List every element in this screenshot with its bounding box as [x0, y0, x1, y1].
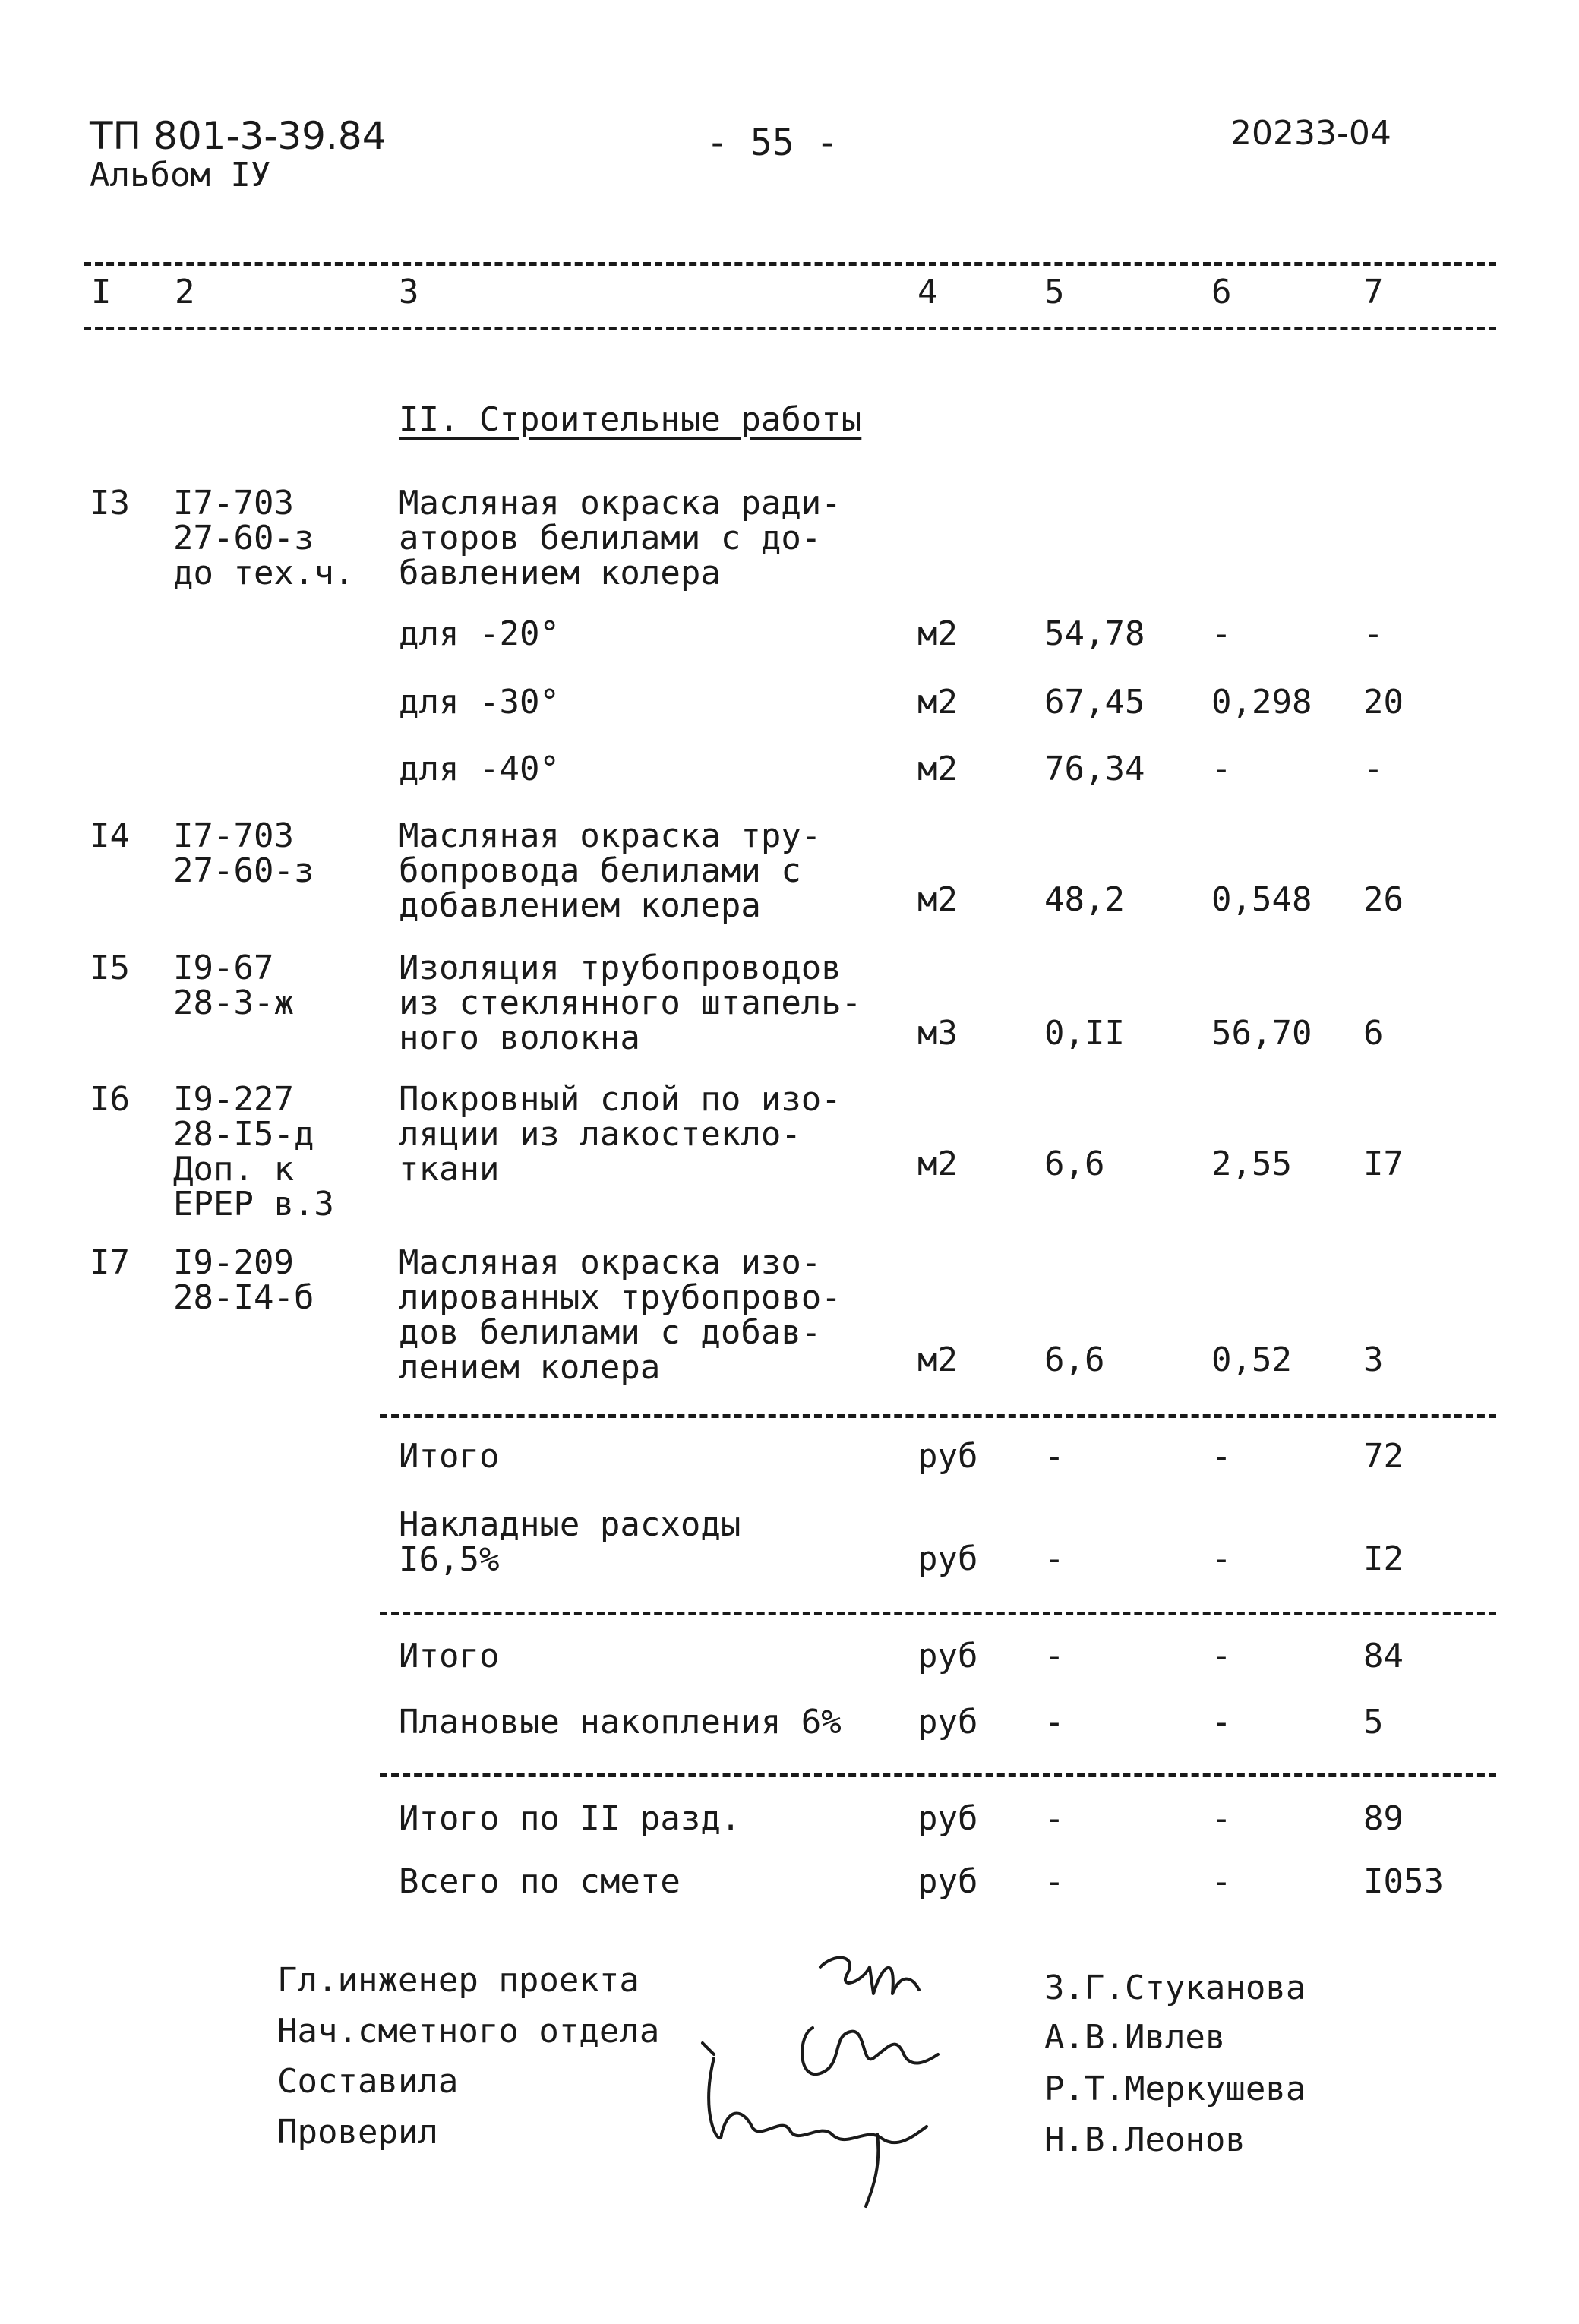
- grand-total-label: Всего по смете: [399, 1862, 681, 1901]
- row-sum: 6: [1363, 1014, 1384, 1053]
- doc-code: ТП 801-3-39.84: [90, 114, 387, 158]
- page-number: - 55 -: [706, 122, 838, 164]
- total-qty: -: [1044, 1539, 1065, 1578]
- header-rule-top: [84, 262, 1496, 266]
- total-unit: руб: [917, 1703, 978, 1741]
- row-desc: Масляная окраска ради- аторов белилами с до- бавлением колера: [399, 484, 842, 592]
- row-qty: 6,6: [1044, 1340, 1105, 1379]
- total-qty: -: [1044, 1799, 1065, 1838]
- signature-role: Гл.инженер проекта: [277, 1961, 639, 2000]
- row-code: I9-67 28-3-ж: [173, 949, 294, 1022]
- col-1: I: [91, 273, 112, 311]
- totals-rule-2: [380, 1612, 1496, 1615]
- signature-stroke: [703, 2043, 714, 2054]
- row-sum: 26: [1363, 880, 1404, 919]
- total-unit: руб: [917, 1799, 978, 1838]
- signature-role: Составила: [277, 2062, 459, 2101]
- col-4: 4: [917, 273, 938, 311]
- total-unit: руб: [917, 1539, 978, 1578]
- grand-total-sum: I053: [1363, 1862, 1444, 1901]
- signature-stroke: [866, 2134, 878, 2206]
- totals-rule-1: [380, 1414, 1496, 1418]
- overhead-label: Накладные расходы I6,5%: [399, 1505, 741, 1579]
- total-unit: руб: [917, 1862, 978, 1901]
- col-7: 7: [1363, 273, 1384, 311]
- sub-price: -: [1211, 750, 1232, 788]
- section-title: II. Строительные работы: [399, 400, 862, 439]
- row-num: I7: [90, 1243, 130, 1282]
- totals-rule-3: [380, 1773, 1496, 1777]
- sub-price: -: [1211, 614, 1232, 653]
- row-qty: 48,2: [1044, 880, 1125, 919]
- row-code: I9-227 28-I5-д Доп. к ЕРЕР в.3: [173, 1080, 334, 1224]
- sub-qty: 76,34: [1044, 750, 1145, 788]
- row-price: 0,548: [1211, 880, 1312, 919]
- total-price: -: [1211, 1703, 1232, 1741]
- sub-unit: м2: [917, 683, 958, 722]
- handwritten-signatures: [668, 1921, 1018, 2210]
- row-desc: Масляная окраска тру- бопровода белилами с добавлением колера: [399, 816, 822, 925]
- sub-qty: 54,78: [1044, 614, 1145, 653]
- album-label: Альбом IУ: [90, 156, 271, 194]
- section-total-label: Итого по II разд.: [399, 1799, 741, 1838]
- total-price: -: [1211, 1862, 1232, 1901]
- total-label: Итого: [399, 1637, 500, 1675]
- signature-stroke: [709, 2058, 927, 2142]
- col-3: 3: [399, 273, 419, 311]
- sub-sum: -: [1363, 614, 1384, 653]
- row-qty: 6,6: [1044, 1145, 1105, 1183]
- total-sum: 84: [1363, 1637, 1404, 1675]
- sub-desc: для -40°: [399, 750, 560, 788]
- col-2: 2: [175, 273, 195, 311]
- total-qty: -: [1044, 1703, 1065, 1741]
- total-qty: -: [1044, 1862, 1065, 1901]
- row-num: I5: [90, 949, 130, 987]
- signature-name: Н.В.Леонов: [1044, 2120, 1246, 2159]
- sub-price: 0,298: [1211, 683, 1312, 722]
- total-unit: руб: [917, 1637, 978, 1675]
- total-qty: -: [1044, 1637, 1065, 1675]
- sub-unit: м2: [917, 614, 958, 653]
- col-5: 5: [1044, 273, 1065, 311]
- row-price: 56,70: [1211, 1014, 1312, 1053]
- row-sum: I7: [1363, 1145, 1404, 1183]
- sub-desc: для -20°: [399, 614, 560, 653]
- total-sum: 89: [1363, 1799, 1404, 1838]
- col-6: 6: [1211, 273, 1232, 311]
- signature-name: А.В.Ивлев: [1044, 2018, 1226, 2057]
- total-sum: 72: [1363, 1437, 1404, 1476]
- row-sum: 3: [1363, 1340, 1384, 1379]
- row-desc: Покровный слой по изо- ляции из лакостекло- ткани: [399, 1080, 842, 1189]
- signature-stroke: [820, 1958, 919, 1994]
- row-price: 2,55: [1211, 1145, 1292, 1183]
- total-unit: руб: [917, 1437, 978, 1476]
- sheet-code: 20233-04: [1230, 114, 1391, 153]
- row-unit: м2: [917, 880, 958, 919]
- row-qty: 0,II: [1044, 1014, 1125, 1053]
- signature-role: Нач.сметного отдела: [277, 2012, 660, 2051]
- planned-savings-label: Плановые накопления 6%: [399, 1703, 842, 1741]
- row-code: I7-703 27-60-з: [173, 816, 314, 890]
- total-price: -: [1211, 1637, 1232, 1675]
- total-qty: -: [1044, 1437, 1065, 1476]
- total-price: -: [1211, 1437, 1232, 1476]
- header-rule-bottom: [84, 327, 1496, 330]
- row-unit: м2: [917, 1340, 958, 1379]
- row-num: I4: [90, 816, 130, 855]
- total-price: -: [1211, 1539, 1232, 1578]
- row-price: 0,52: [1211, 1340, 1292, 1379]
- sub-sum: -: [1363, 750, 1384, 788]
- signature-name: Р.Т.Меркушева: [1044, 2070, 1306, 2108]
- total-sum: 5: [1363, 1703, 1384, 1741]
- total-sum: I2: [1363, 1539, 1404, 1578]
- total-price: -: [1211, 1799, 1232, 1838]
- signature-stroke: [802, 2028, 938, 2074]
- sub-unit: м2: [917, 750, 958, 788]
- signature-role: Проверил: [277, 2113, 438, 2152]
- row-num: I6: [90, 1080, 130, 1119]
- sub-desc: для -30°: [399, 683, 560, 722]
- row-unit: м2: [917, 1145, 958, 1183]
- signature-name: З.Г.Стуканова: [1044, 1969, 1306, 2007]
- row-desc: Изоляция трубопроводов из стеклянного штапель- ного волокна: [399, 949, 862, 1057]
- row-code: I9-209 28-I4-б: [173, 1243, 314, 1317]
- total-label: Итого: [399, 1437, 500, 1476]
- sub-qty: 67,45: [1044, 683, 1145, 722]
- row-num: I3: [90, 484, 130, 523]
- sub-sum: 20: [1363, 683, 1404, 722]
- row-desc: Масляная окраска изо- лированных трубопрово- дов белилами с добав- лением колера: [399, 1243, 842, 1387]
- row-code: I7-703 27-60-з до тех.ч.: [173, 484, 355, 592]
- row-unit: м3: [917, 1014, 958, 1053]
